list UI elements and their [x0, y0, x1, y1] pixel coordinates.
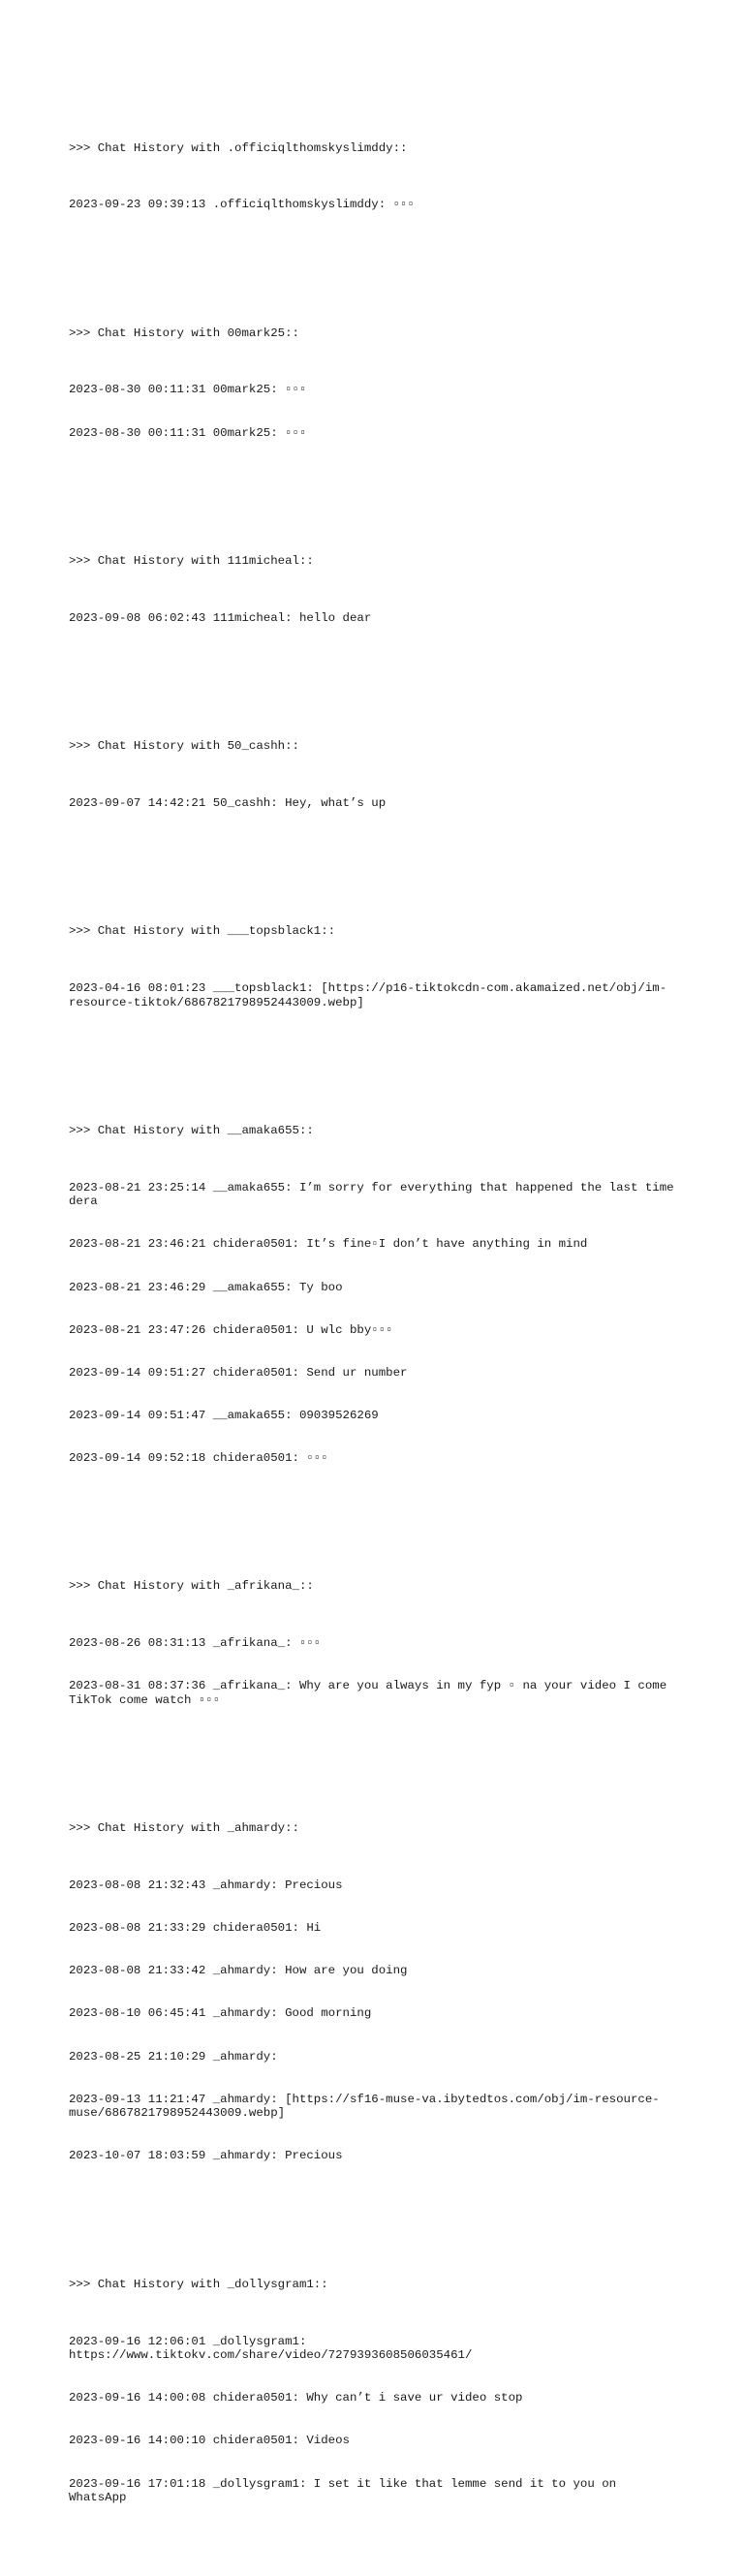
chat-message: 2023-09-08 06:02:43 111micheal: hello dear [69, 610, 372, 625]
chat-message: 2023-08-21 23:47:26 chidera0501: U wlc bby▫▫▫ [69, 1322, 393, 1337]
chat-section [69, 2249, 679, 2533]
chat-message: 2023-08-31 08:37:36 _afrikana_: Why are you always in my fyp ▫ na your video I come TikTok come watch ▫▫▫ [69, 1679, 674, 1707]
chat-message: 2023-04-16 08:01:23 ___topsblack1: [https://p16-tiktokcdn-com.akamaized.net/obj/im-resource-tiktok/6867821798952443009.webp] [69, 980, 667, 1009]
chat-section [69, 1793, 679, 2192]
chat-section [69, 112, 679, 240]
chat-section-header: >>> Chat History with _afrikana_:: [69, 1579, 314, 1594]
chat-section-header: >>> Chat History with _dollysgram1:: [69, 2277, 328, 2291]
chat-message: 2023-08-10 06:45:41 _ahmardy: Good morning [69, 2006, 372, 2021]
chat-section-header: >>> Chat History with __amaka655:: [69, 1123, 314, 1137]
chat-section [69, 525, 679, 653]
chat-section-header: >>> Chat History with ___topsblack1:: [69, 924, 336, 939]
chat-message: 2023-08-30 00:11:31 00mark25: ▫▫▫ [69, 383, 307, 397]
chat-message: 2023-08-21 23:46:21 chidera0501: It’s fine▫I don’t have anything in mind [69, 1237, 588, 1252]
chat-section [69, 896, 679, 1039]
chat-section [69, 711, 679, 839]
chat-message: 2023-09-16 14:00:10 chidera0501: Videos [69, 2434, 350, 2448]
chat-message: 2023-08-08 21:32:43 _ahmardy: Precious [69, 1878, 343, 1893]
chat-message: 2023-08-21 23:46:29 __amaka655: Ty boo [69, 1280, 343, 1294]
chat-section-header: >>> Chat History with .officiqlthomskyslimddy:: [69, 140, 408, 155]
chat-section-header: >>> Chat History with 50_cashh:: [69, 738, 299, 753]
chat-message: 2023-08-26 08:31:13 _afrikana_: ▫▫▫ [69, 1636, 322, 1651]
chat-message: 2023-09-16 17:01:18 _dollysgram1: I set it like that lemme send it to you on WhatsApp [69, 2476, 624, 2505]
chat-message: 2023-08-21 23:25:14 __amaka655: I’m sorry for everything that happened the last time dera [69, 1180, 682, 1209]
chat-message: 2023-08-08 21:33:29 chidera0501: Hi [69, 1921, 322, 1936]
chat-section-header: >>> Chat History with 00mark25:: [69, 326, 299, 340]
chat-message: 2023-08-25 21:10:29 _ahmardy: [69, 2049, 278, 2064]
chat-section-header: >>> Chat History with _ahmardy:: [69, 1821, 299, 1836]
chat-message: 2023-09-14 09:51:47 __amaka655: 09039526269 [69, 1408, 379, 1422]
chat-section-header: >>> Chat History with 111micheal:: [69, 553, 314, 568]
chat-message: 2023-09-23 09:39:13 .officiqlthomskyslimddy: ▫▫▫ [69, 198, 415, 212]
chat-history-document [69, 70, 682, 2576]
chat-message: 2023-09-07 14:42:21 50_cashh: Hey, what’s up [69, 795, 387, 810]
chat-message: 2023-09-14 09:52:18 chidera0501: ▫▫▫ [69, 1451, 328, 1466]
chat-message: 2023-09-16 12:06:01 _dollysgram1: https://www.tiktokv.com/share/video/7279393608506035461/ [69, 2334, 473, 2363]
chat-section [69, 1095, 682, 1494]
chat-message: 2023-09-14 09:51:27 chidera0501: Send ur number [69, 1365, 408, 1380]
chat-message: 2023-08-30 00:11:31 00mark25: ▫▫▫ [69, 425, 307, 440]
chat-section [69, 297, 679, 468]
chat-message: 2023-09-13 11:21:47 _ahmardy: [https://sf16-muse-va.ibytedtos.com/obj/im-resource-muse/6867821798952443009.webp] [69, 2092, 660, 2121]
chat-message: 2023-08-08 21:33:42 _ahmardy: How are you doing [69, 1964, 408, 1978]
chat-message: 2023-10-07 18:03:59 _ahmardy: Precious [69, 2149, 343, 2163]
chat-section [69, 1551, 679, 1736]
chat-message: 2023-09-16 14:00:08 chidera0501: Why can’t i save ur video stop [69, 2391, 523, 2405]
